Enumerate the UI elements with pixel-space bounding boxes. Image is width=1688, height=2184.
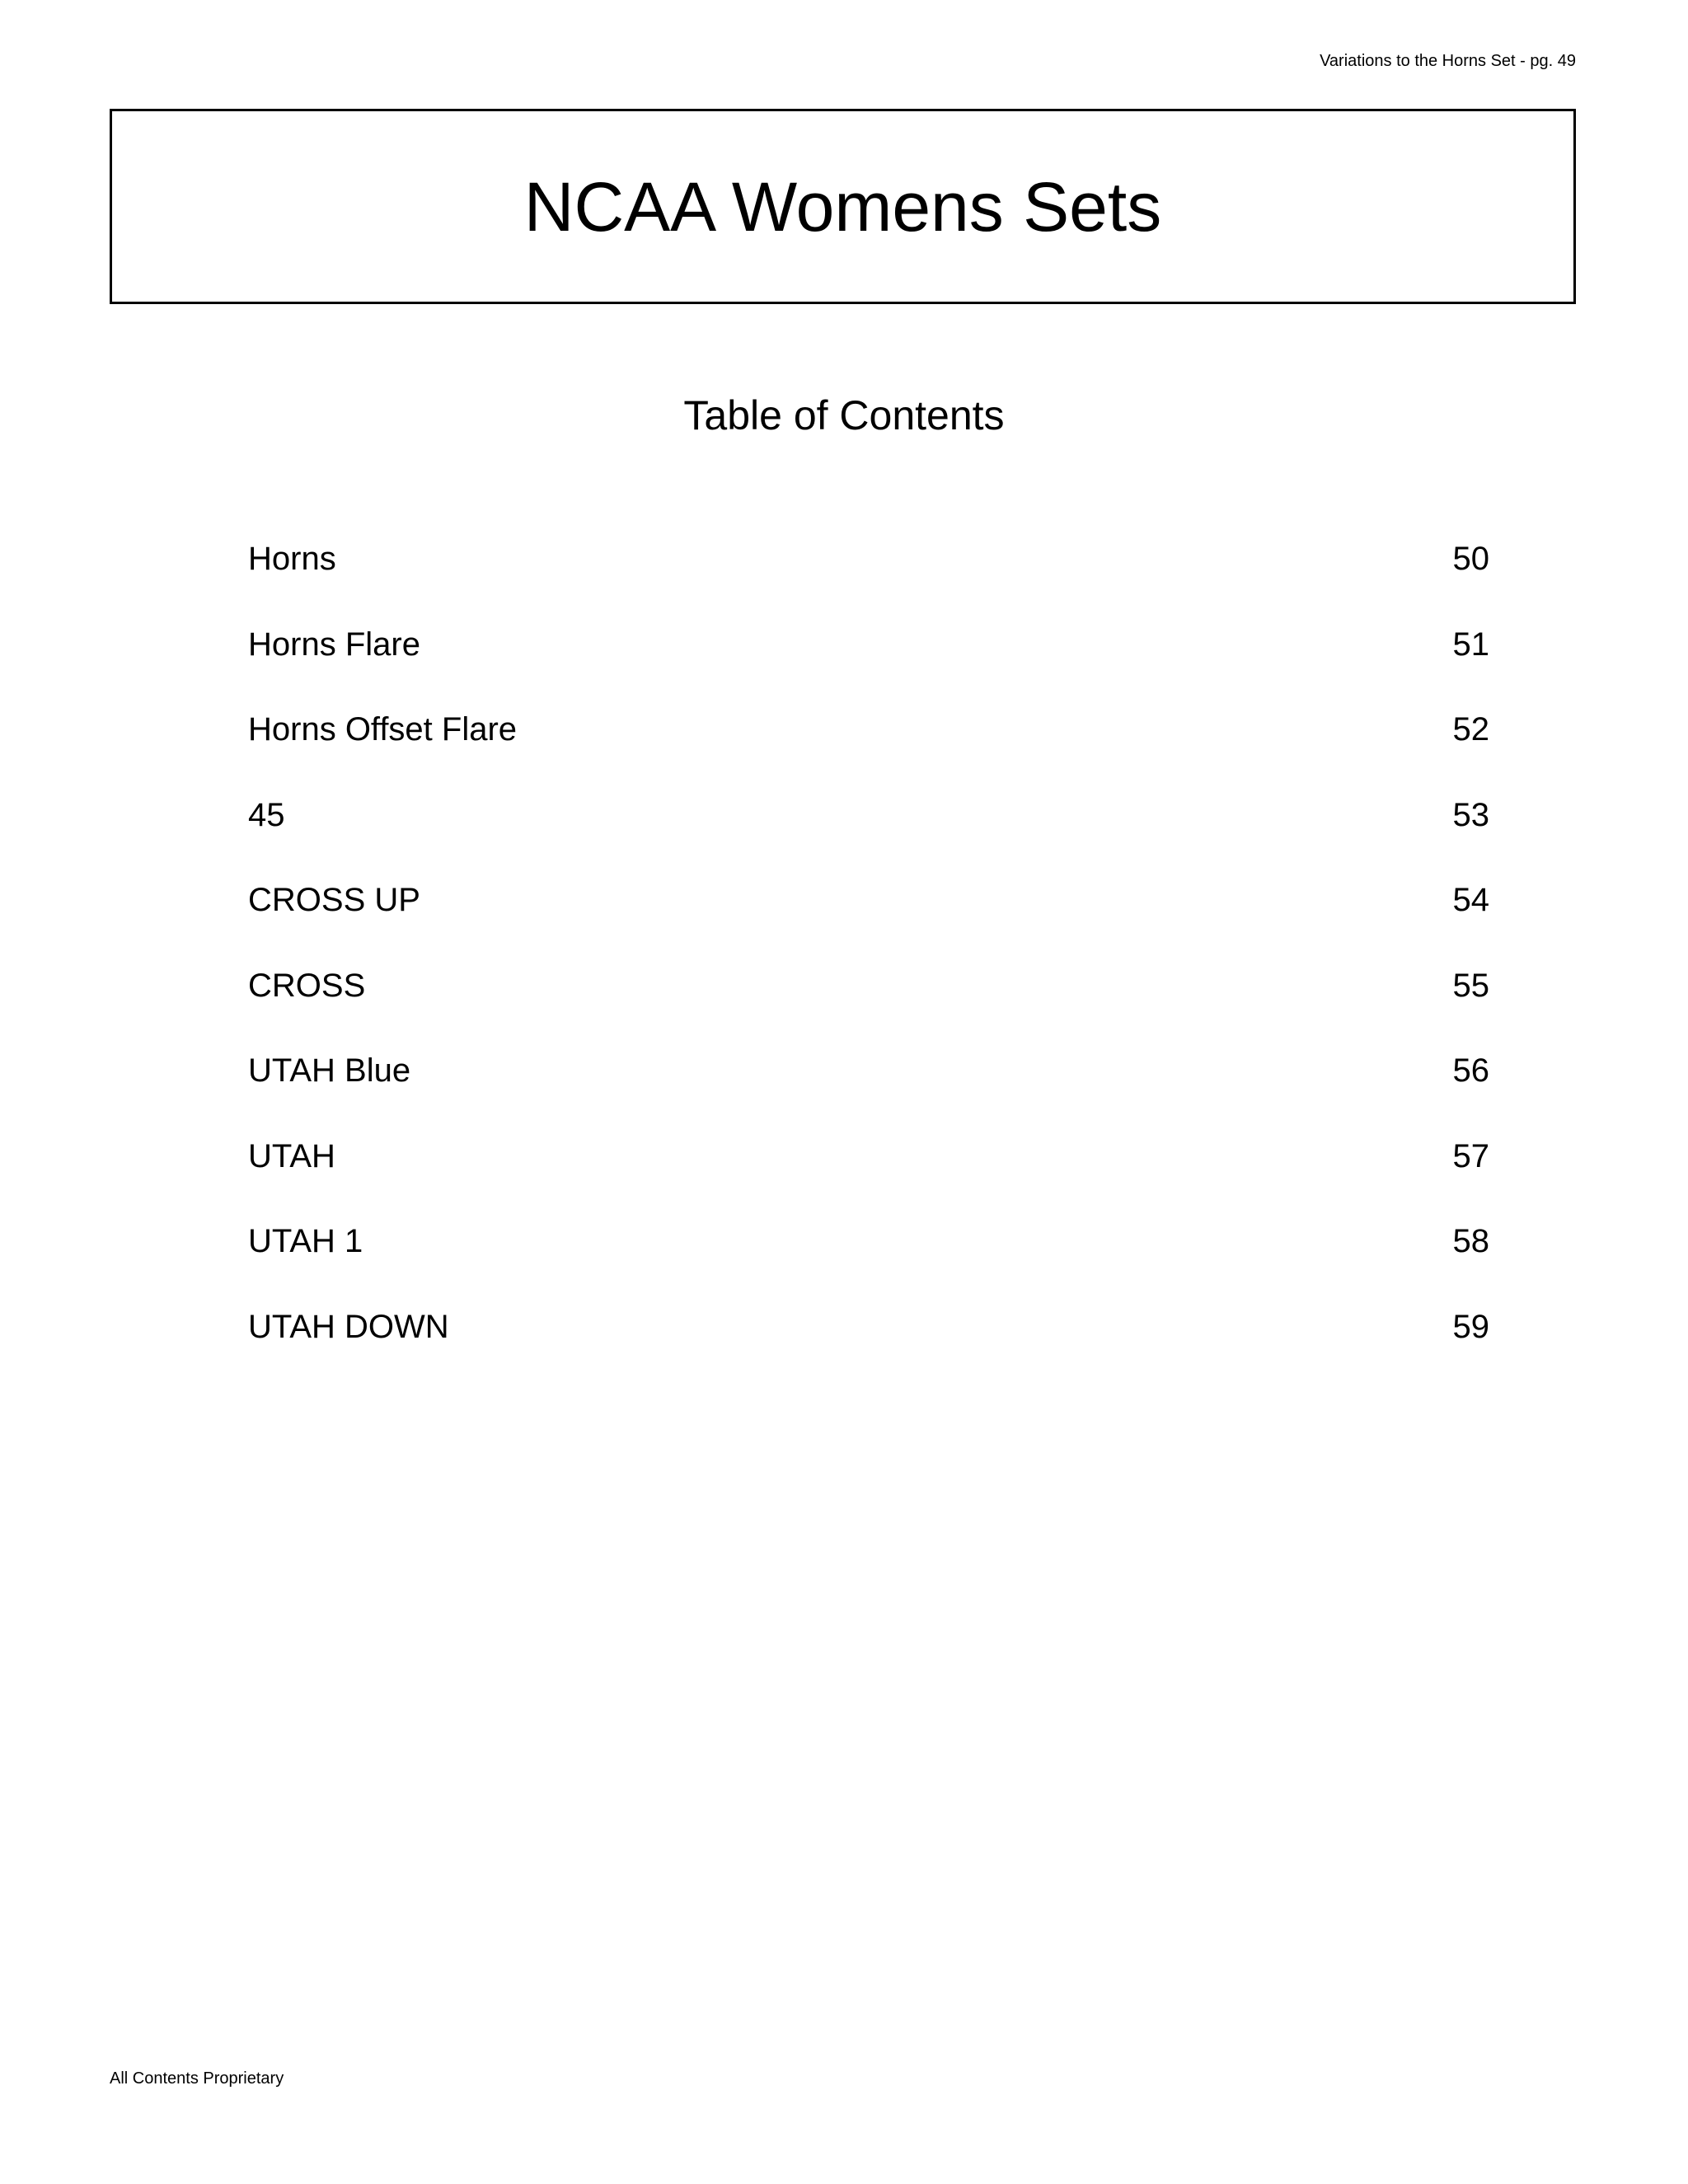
toc-entry[interactable] xyxy=(248,534,1489,620)
title-box xyxy=(110,109,1576,304)
toc-entry-title: UTAH xyxy=(248,1137,335,1174)
page-title: NCAA Womens Sets xyxy=(523,167,1162,246)
toc-entry-title: UTAH Blue xyxy=(248,1052,411,1089)
toc-entry-page: 52 xyxy=(1452,711,1489,748)
toc-entry-page: 56 xyxy=(1452,1052,1489,1089)
toc-entry[interactable] xyxy=(248,1216,1489,1302)
footer-text: All Contents Proprietary xyxy=(110,2069,284,2088)
toc-entry[interactable] xyxy=(248,705,1489,790)
toc-entry-title: CROSS xyxy=(248,967,366,1004)
toc-entry-title: Horns xyxy=(248,541,336,577)
toc-entry-page: 55 xyxy=(1452,967,1489,1004)
toc-entry[interactable] xyxy=(248,1132,1489,1217)
toc-heading: Table of Contents xyxy=(683,392,1005,438)
toc-entry-title: CROSS UP xyxy=(248,882,420,918)
toc-entry-title: 45 xyxy=(248,796,285,833)
toc-entry-page: 57 xyxy=(1452,1137,1489,1174)
toc-entry-page: 59 xyxy=(1452,1308,1489,1345)
toc-entry[interactable] xyxy=(248,961,1489,1047)
toc-entry-page: 54 xyxy=(1452,882,1489,918)
toc-entry-title: UTAH 1 xyxy=(248,1223,363,1259)
toc-entry-title: Horns Flare xyxy=(248,626,420,663)
toc-entry-page: 53 xyxy=(1452,796,1489,833)
running-header: Variations to the Horns Set - pg. 49 xyxy=(1320,52,1576,70)
toc-entry-page: 51 xyxy=(1452,626,1489,663)
toc-entry[interactable] xyxy=(248,875,1489,961)
toc-entry[interactable] xyxy=(248,790,1489,876)
toc-entry[interactable] xyxy=(248,620,1489,705)
toc-entry-page: 58 xyxy=(1452,1223,1489,1259)
toc-entry-page: 50 xyxy=(1452,541,1489,577)
toc-entry-title: UTAH DOWN xyxy=(248,1308,449,1345)
toc-entry-title: Horns Offset Flare xyxy=(248,711,518,748)
toc-entry[interactable] xyxy=(248,1302,1489,1388)
toc-entry[interactable] xyxy=(248,1046,1489,1132)
toc-list xyxy=(248,534,1489,1387)
